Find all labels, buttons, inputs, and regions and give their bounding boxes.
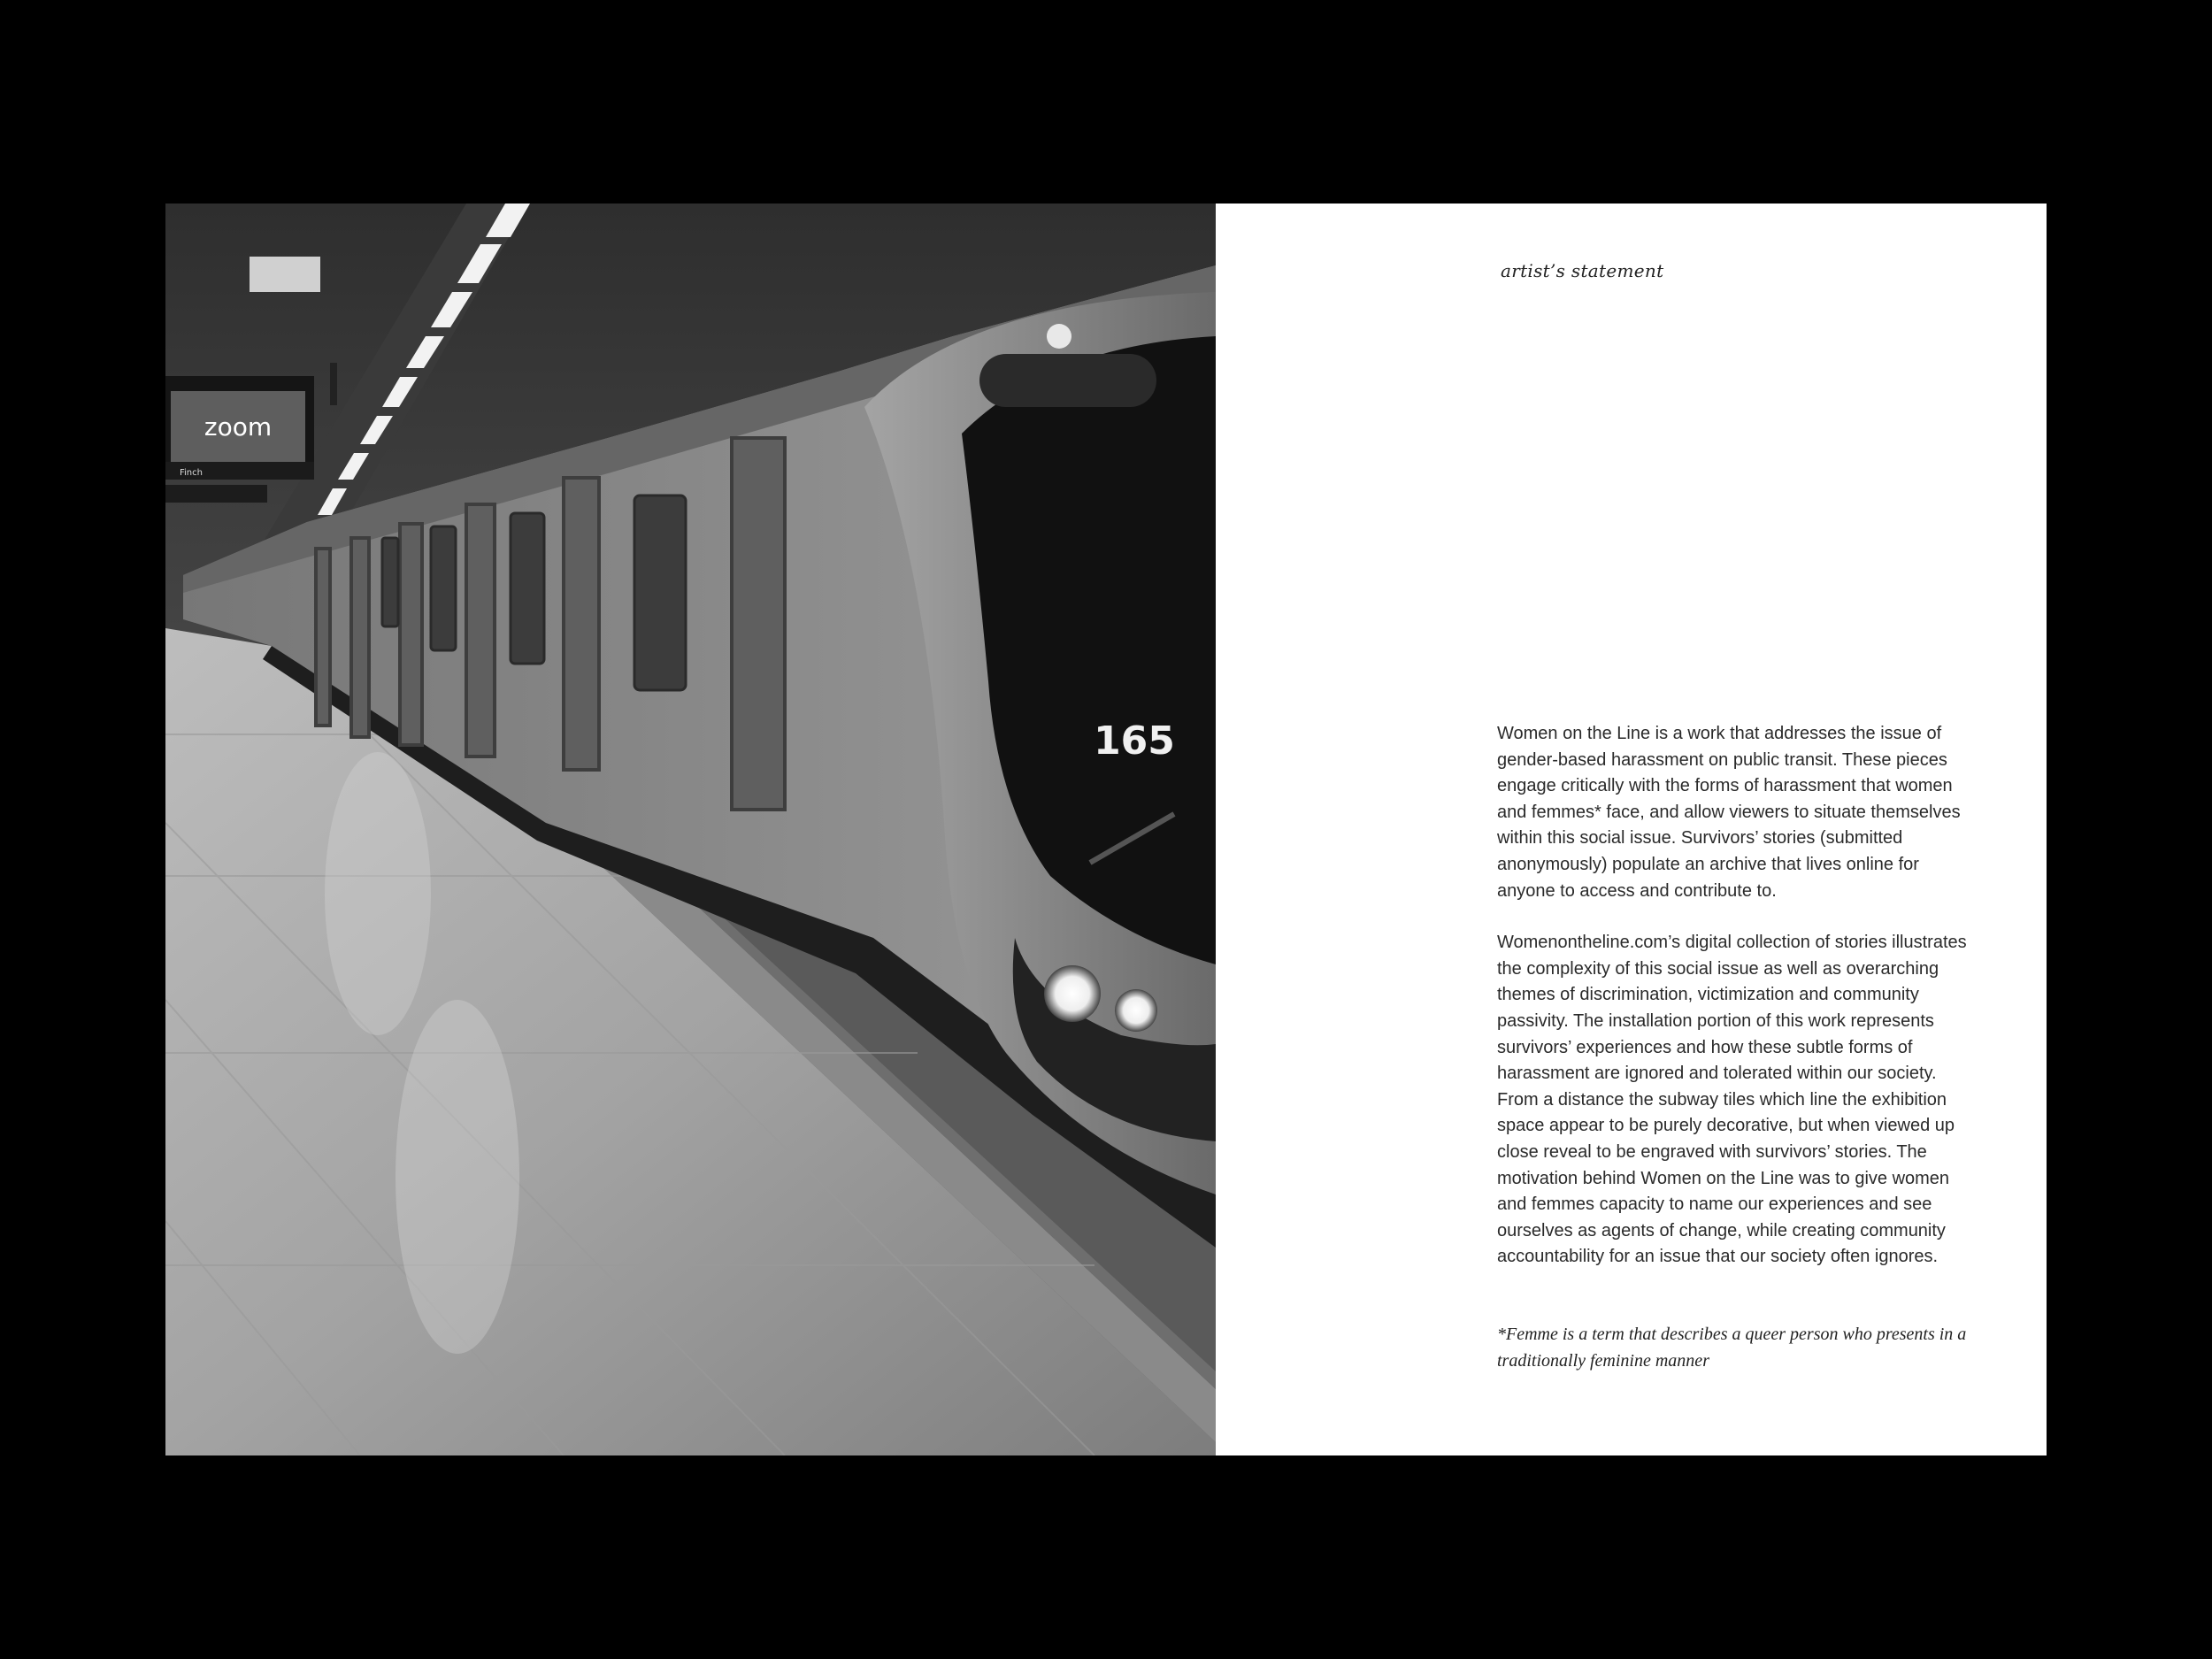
subway-train-image [165,204,1216,1455]
sign-zoom-text: zoom [204,412,273,442]
book-spread [165,204,2047,1455]
train-number: 165 [1094,718,1175,764]
page-heading: artist’s statement [1501,260,1664,281]
statement-body [1497,721,1979,1296]
paragraph-2: Womenontheline.com’s digital collection of stories illustrates the complexity of this social issue as well as overarching themes of discrimination, victimization and community passivity. The installation portion of this work represents survivors’ experiences and how these subtle forms of harassment are ignored and tolerated within our society. From a distance the subway tiles which line the exhibition space appear to be purely decorative, but when viewed up close reveal to be engraved with survivors’ stories. The motivation behind Women on the Line was to give women and femmes capacity to name our experiences and see ourselves as agents of change, while creating community accountability for an issue that our society often ignores. [1497,933,1967,1267]
footnote: *Femme is a term that describes a queer person who presents in a traditionally feminine manner [1497,1325,1967,1371]
sign-subtext: Finch [180,468,203,478]
subway-photo [165,204,1216,1455]
paragraph-1: Women on the Line is a work that addresses the issue of gender-based harassment on public transit. These pieces engage critically with the forms of harassment that women and femmes* face, and allow viewers to situate themselves within this social issue. Survivors’ stories (submitted anonymously) populate an archive that lives online for anyone to access and contribute to. [1497,724,1961,901]
artist-statement-page [1216,204,2047,1455]
